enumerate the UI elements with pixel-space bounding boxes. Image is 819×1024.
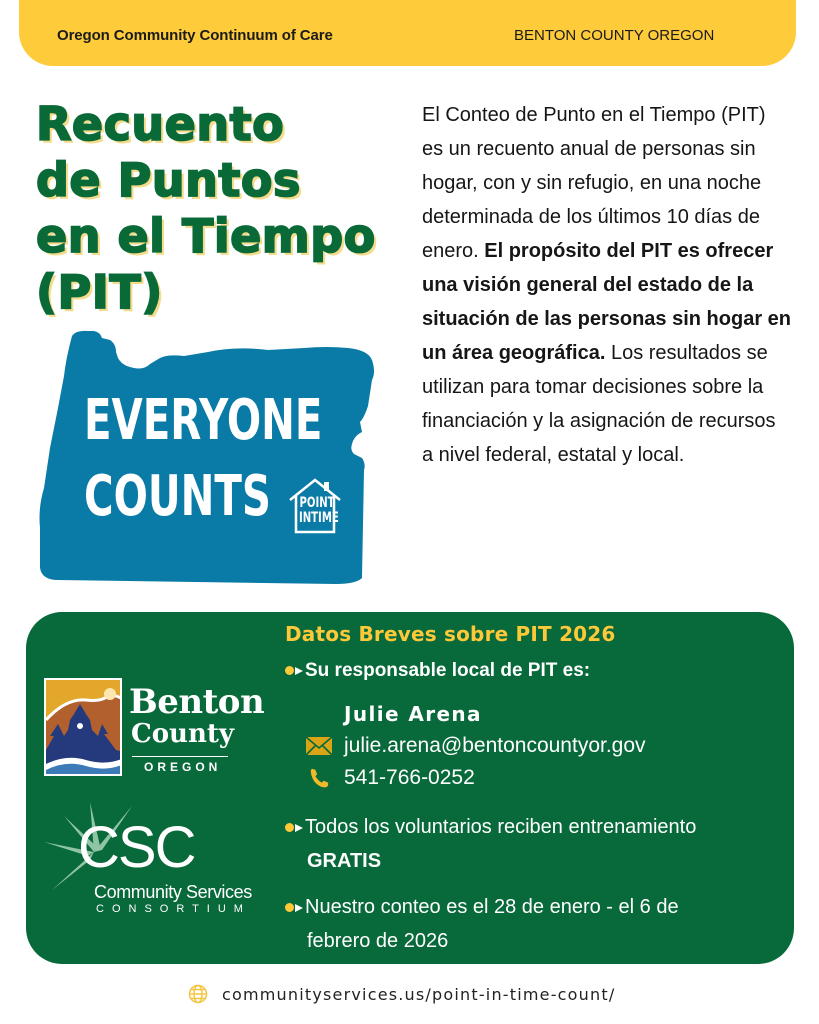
csc-logo bbox=[44, 802, 284, 922]
benton-logo-divider bbox=[132, 756, 228, 757]
bullet-icon bbox=[285, 903, 303, 912]
contact-name: Julie Arena bbox=[344, 702, 482, 726]
page-title bbox=[36, 96, 416, 320]
website-link[interactable]: communityservices.us/point-in-time-count/ bbox=[222, 984, 616, 1004]
facts-panel bbox=[26, 612, 794, 964]
everyone-text: EVERYONE bbox=[84, 388, 323, 453]
point-in-time-badge bbox=[286, 476, 344, 536]
intro-paragraph bbox=[422, 98, 792, 472]
email-link[interactable]: julie.arena@bentoncountyor.gov bbox=[344, 734, 646, 757]
footer-website[interactable] bbox=[188, 984, 615, 1004]
fact-text-bold: GRATIS bbox=[307, 850, 382, 872]
fact-item-dates bbox=[285, 890, 785, 958]
csc-name: Community Services bbox=[94, 882, 252, 902]
oregon-map-icon bbox=[36, 328, 376, 586]
csc-subtitle: CONSORTIUM bbox=[96, 903, 251, 915]
envelope-icon bbox=[304, 735, 334, 757]
badge-line2: INTIME bbox=[299, 510, 339, 526]
contact-email[interactable] bbox=[304, 734, 646, 758]
contact-phone[interactable] bbox=[304, 766, 475, 790]
benton-county-emblem bbox=[44, 678, 122, 776]
title-line: (PIT) bbox=[36, 265, 163, 319]
title-line: de Puntos bbox=[36, 153, 301, 207]
intro-bold-text: El propósito del PIT es ofrecer una visión general del estado de la situación de las personas sin hogar en un área geográfica. bbox=[422, 240, 791, 364]
badge-line1: POINT bbox=[299, 495, 335, 511]
benton-county-logo bbox=[44, 678, 280, 782]
landscape-icon bbox=[46, 680, 122, 776]
fact-text: febrero de 2026 bbox=[307, 930, 449, 952]
fact-text: Todos los voluntarios reciben entrenamiento bbox=[305, 816, 697, 838]
phone-number[interactable]: 541-766-0252 bbox=[344, 766, 475, 789]
counts-text: COUNTS bbox=[84, 464, 271, 529]
phone-icon bbox=[304, 767, 334, 789]
title-line: Recuento bbox=[36, 97, 285, 151]
top-banner bbox=[19, 0, 796, 66]
fact-text: Nuestro conteo es el 28 de enero - el 6 de bbox=[305, 896, 679, 918]
csc-letters: CSC bbox=[78, 815, 195, 880]
fact-text: Su responsable local de PIT es: bbox=[305, 660, 591, 681]
globe-icon bbox=[188, 984, 208, 1004]
intro-text-1: El Conteo de Punto en el Tiempo (PIT) es un recuento anual de personas sin hogar, con y sin refugio, en una noche determinada de los últimos 10 días de enero. bbox=[422, 104, 766, 262]
everyone-counts-graphic bbox=[36, 328, 376, 586]
bullet-icon bbox=[285, 666, 303, 675]
bullet-icon bbox=[285, 823, 303, 832]
benton-logo-line2: County bbox=[131, 719, 234, 749]
fact-item-contact bbox=[285, 654, 590, 688]
benton-logo-line1: Benton bbox=[129, 682, 265, 722]
intro-text-2: Los resultados se utilizan para tomar decisiones sobre la financiación y la asignación de recursos a nivel federal, estatal y local. bbox=[422, 342, 776, 466]
benton-logo-line3: OREGON bbox=[144, 760, 222, 774]
organization-name: Oregon Community Continuum of Care bbox=[57, 27, 333, 44]
fact-item-training bbox=[285, 810, 785, 878]
county-name: BENTON COUNTY OREGON bbox=[514, 27, 715, 44]
title-line: en el Tiempo bbox=[36, 209, 376, 263]
facts-title: Datos Breves sobre PIT 2026 bbox=[285, 622, 616, 646]
